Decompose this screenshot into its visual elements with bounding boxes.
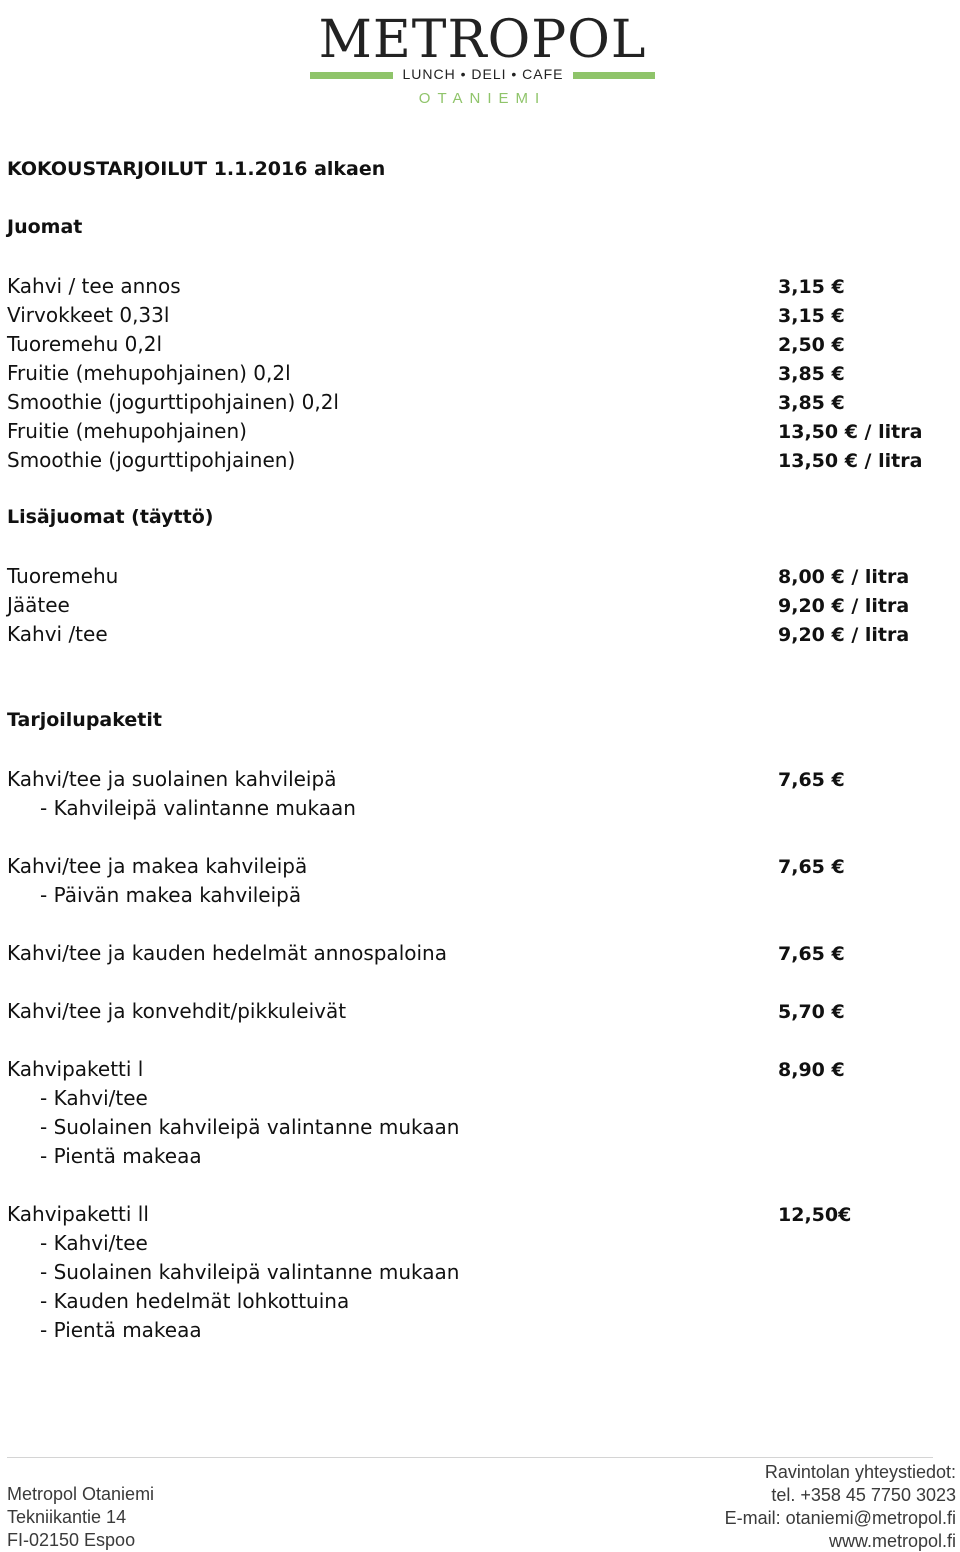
document-title: KOKOUSTARJOILUT 1.1.2016 alkaen bbox=[7, 158, 386, 180]
package-name: Kahvi/tee ja kauden hedelmät annospaloina bbox=[7, 941, 447, 965]
footer-email: E-mail: otaniemi@metropol.fi bbox=[724, 1508, 956, 1528]
package-price: 7,65 € bbox=[778, 856, 845, 878]
section-heading-tarjoilupaketit: Tarjoilupaketit bbox=[7, 709, 162, 731]
menu-item-price: 9,20 € / litra bbox=[778, 595, 910, 617]
footer-postal-address: FI-02150 Espoo bbox=[7, 1530, 136, 1550]
logo-tagline: LUNCH • DELI • CAFE bbox=[402, 66, 564, 82]
menu-item-price: 8,00 € / litra bbox=[778, 566, 910, 588]
logo-accent-bar-right bbox=[573, 72, 655, 79]
menu-item-name: Tuoremehu bbox=[7, 564, 119, 588]
footer-phone: tel. +358 45 7750 3023 bbox=[771, 1485, 956, 1505]
menu-item-name: Tuoremehu 0,2l bbox=[7, 332, 163, 356]
package-price: 8,90 € bbox=[778, 1059, 845, 1081]
section-heading-lisajuomat: Lisäjuomat (täyttö) bbox=[7, 506, 214, 528]
menu-item-name: Kahvi /tee bbox=[7, 622, 108, 646]
package-name: Kahvipaketti ll bbox=[7, 1202, 149, 1226]
menu-item-price: 13,50 € / litra bbox=[778, 421, 923, 443]
menu-item-name: Smoothie (jogurttipohjainen) 0,2l bbox=[7, 390, 339, 414]
package-price: 5,70 € bbox=[778, 1001, 845, 1023]
package-detail: - Pientä makeaa bbox=[40, 1318, 202, 1342]
package-detail: - Kauden hedelmät lohkottuina bbox=[40, 1289, 350, 1313]
menu-item-price: 3,15 € bbox=[778, 276, 845, 298]
menu-item-price: 3,85 € bbox=[778, 363, 845, 385]
menu-item-price: 3,85 € bbox=[778, 392, 845, 414]
footer-divider bbox=[7, 1457, 933, 1458]
package-detail: - Kahvileipä valintanne mukaan bbox=[40, 796, 356, 820]
package-name: Kahvi/tee ja suolainen kahvileipä bbox=[7, 767, 337, 791]
package-detail: - Kahvi/tee bbox=[40, 1086, 148, 1110]
package-detail: - Päivän makea kahvileipä bbox=[40, 883, 302, 907]
package-price: 7,65 € bbox=[778, 943, 845, 965]
package-detail: - Kahvi/tee bbox=[40, 1231, 148, 1255]
menu-item-name: Kahvi / tee annos bbox=[7, 274, 181, 298]
package-name: Kahvipaketti l bbox=[7, 1057, 144, 1081]
menu-item-price: 13,50 € / litra bbox=[778, 450, 923, 472]
footer-street-address: Tekniikantie 14 bbox=[7, 1507, 127, 1527]
package-detail: - Suolainen kahvileipä valintanne mukaan bbox=[40, 1115, 460, 1139]
menu-item-name: Fruitie (mehupohjainen) 0,2l bbox=[7, 361, 291, 385]
menu-item-price: 9,20 € / litra bbox=[778, 624, 910, 646]
footer-restaurant-name: Metropol Otaniemi bbox=[7, 1484, 155, 1504]
menu-item-price: 2,50 € bbox=[778, 334, 845, 356]
package-price: 7,65 € bbox=[778, 769, 845, 791]
menu-item-price: 3,15 € bbox=[778, 305, 845, 327]
menu-item-name: Virvokkeet 0,33l bbox=[7, 303, 170, 327]
metropol-logo bbox=[310, 0, 655, 118]
footer-contact-heading: Ravintolan yhteystiedot: bbox=[764, 1462, 956, 1482]
footer-website: www.metropol.fi bbox=[828, 1531, 956, 1551]
logo-wordmark: METROPOL bbox=[318, 10, 647, 70]
logo-location: OTANIEMI bbox=[418, 90, 547, 107]
package-detail: - Suolainen kahvileipä valintanne mukaan bbox=[40, 1260, 460, 1284]
logo-accent-bar-left bbox=[310, 72, 393, 79]
package-name: Kahvi/tee ja konvehdit/pikkuleivät bbox=[7, 999, 347, 1023]
package-name: Kahvi/tee ja makea kahvileipä bbox=[7, 854, 308, 878]
menu-item-name: Jäätee bbox=[7, 593, 70, 617]
menu-item-name: Fruitie (mehupohjainen) bbox=[7, 419, 247, 443]
package-detail: - Pientä makeaa bbox=[40, 1144, 202, 1168]
section-heading-juomat: Juomat bbox=[7, 216, 83, 238]
menu-item-name: Smoothie (jogurttipohjainen) bbox=[7, 448, 296, 472]
package-price: 12,50€ bbox=[778, 1204, 852, 1226]
